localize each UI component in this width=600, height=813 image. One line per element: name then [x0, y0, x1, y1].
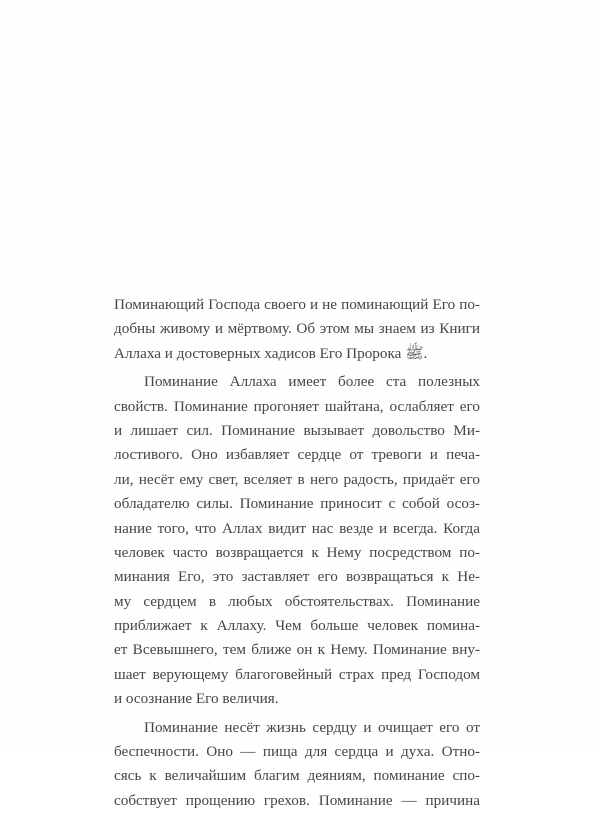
text-line: лостивого. Оно избавляет сердце от тревоги и печа- — [114, 446, 480, 464]
text-line: ет Всевышнего, тем ближе он к Нему. Поминание вну- — [114, 641, 480, 659]
text-line: минания Его, это заставляет его возвращаться к Не- — [114, 568, 480, 586]
text-line: Поминание несёт жизнь сердцу и очищает его от — [144, 718, 480, 736]
body-text — [114, 293, 480, 813]
text-line: беспечности. Оно — пища для сердца и духа. Отно- — [114, 743, 480, 761]
text-line: человек часто возвращается к Нему посредством по- — [114, 543, 480, 561]
text-line: Поминание Аллаха имеет более ста полезных — [144, 373, 480, 391]
text-line: Аллаха и достоверных хадисов Его Пророка ﷺ. — [114, 344, 428, 362]
text-line: Поминающий Господа своего и не поминающий Его по- — [114, 296, 480, 313]
text-line: шает верующему благоговейный страх пред Господом — [114, 665, 480, 683]
text-line: добны живому и мёртвому. Об этом мы знаем из Книги — [114, 320, 480, 338]
text-line: ли, несёт ему свет, вселяет в него радость, придаёт его — [114, 470, 480, 488]
paragraph-2 — [114, 370, 480, 711]
text-line: му сердцем в любых обстоятельствах. Поминание — [114, 592, 480, 610]
text-line: и осознание Его величия. — [114, 690, 279, 708]
paragraph-1 — [114, 293, 480, 366]
text-line: сясь к величайшим благим деяниям, поминание спо- — [114, 767, 480, 785]
text-line: собствует прощению грехов. Поминание — причина — [114, 791, 480, 809]
text-line: приближает к Аллаху. Чем больше человек помина- — [114, 617, 480, 635]
text-line: и лишает сил. Поминание вызывает довольство Ми- — [114, 421, 480, 439]
paragraph-3 — [114, 716, 480, 813]
text-line: нание того, что Аллах видит нас везде и всегда. Когда — [114, 519, 480, 537]
text-line: свойств. Поминание прогоняет шайтана, ослабляет его — [114, 397, 480, 415]
text-line: обладателю силы. Поминание приносит с собой осоз- — [114, 495, 480, 513]
